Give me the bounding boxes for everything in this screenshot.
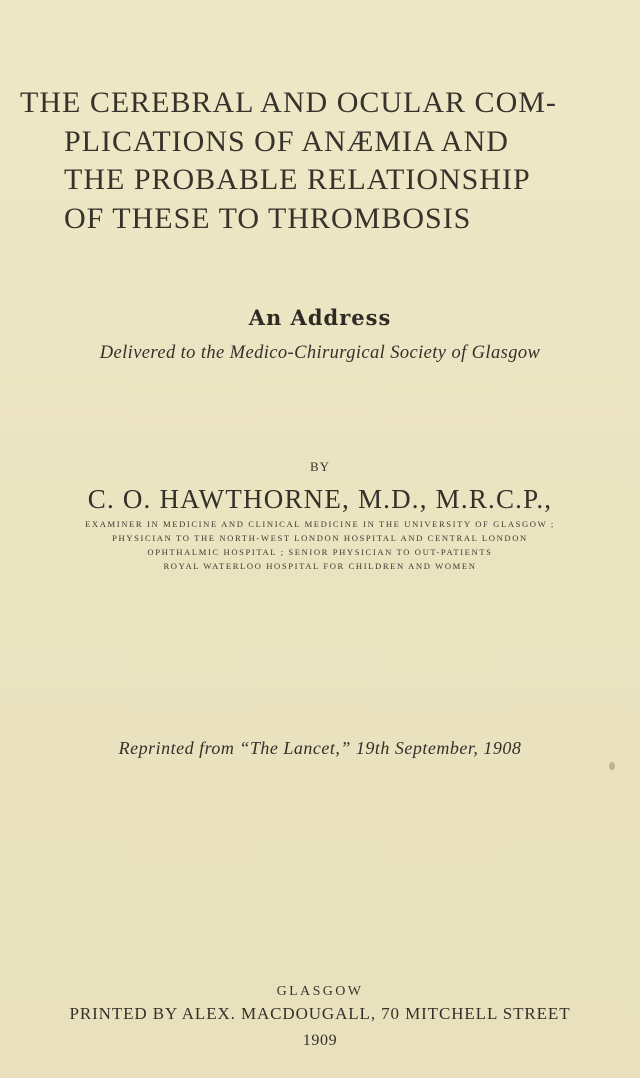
title-line-1: THE CEREBRAL AND OCULAR COM- bbox=[20, 86, 557, 119]
title-line-4: OF THESE TO THROMBOSIS bbox=[64, 201, 472, 235]
address-heading: An Address bbox=[248, 305, 392, 330]
imprint-printer: PRINTED BY ALEX. MACDOUGALL, 70 MITCHELL STREET bbox=[69, 1004, 571, 1023]
title-line-2: PLICATIONS OF ANÆMIA AND bbox=[64, 124, 509, 158]
imprint-year: 1909 bbox=[302, 1032, 338, 1049]
reprint-notice: Reprinted from “The Lancet,” 19th September, 1908 bbox=[118, 738, 522, 758]
author-credentials bbox=[0, 517, 640, 573]
delivered-to-line: Delivered to the Medico-Chirurgical Society of Glasgow bbox=[99, 343, 541, 363]
credential-line: EXAMINER IN MEDICINE AND CLINICAL MEDICINE IN THE UNIVERSITY OF GLASGOW ; bbox=[85, 519, 555, 529]
book-title bbox=[20, 84, 620, 238]
credential-line: ROYAL WATERLOO HOSPITAL FOR CHILDREN AND WOMEN bbox=[163, 561, 477, 571]
title-line-3: THE PROBABLE RELATIONSHIP bbox=[64, 163, 531, 196]
credential-line: OPHTHALMIC HOSPITAL ; SENIOR PHYSICIAN TO OUT-PATIENTS bbox=[147, 547, 493, 557]
paper-speck bbox=[609, 762, 615, 770]
imprint-city: GLASGOW bbox=[276, 984, 364, 999]
credential-line: PHYSICIAN TO THE NORTH-WEST LONDON HOSPITAL AND CENTRAL LONDON bbox=[112, 533, 528, 543]
by-label: BY bbox=[309, 459, 331, 474]
author-name: C. O. HAWTHORNE, M.D., M.R.C.P., bbox=[87, 484, 553, 514]
